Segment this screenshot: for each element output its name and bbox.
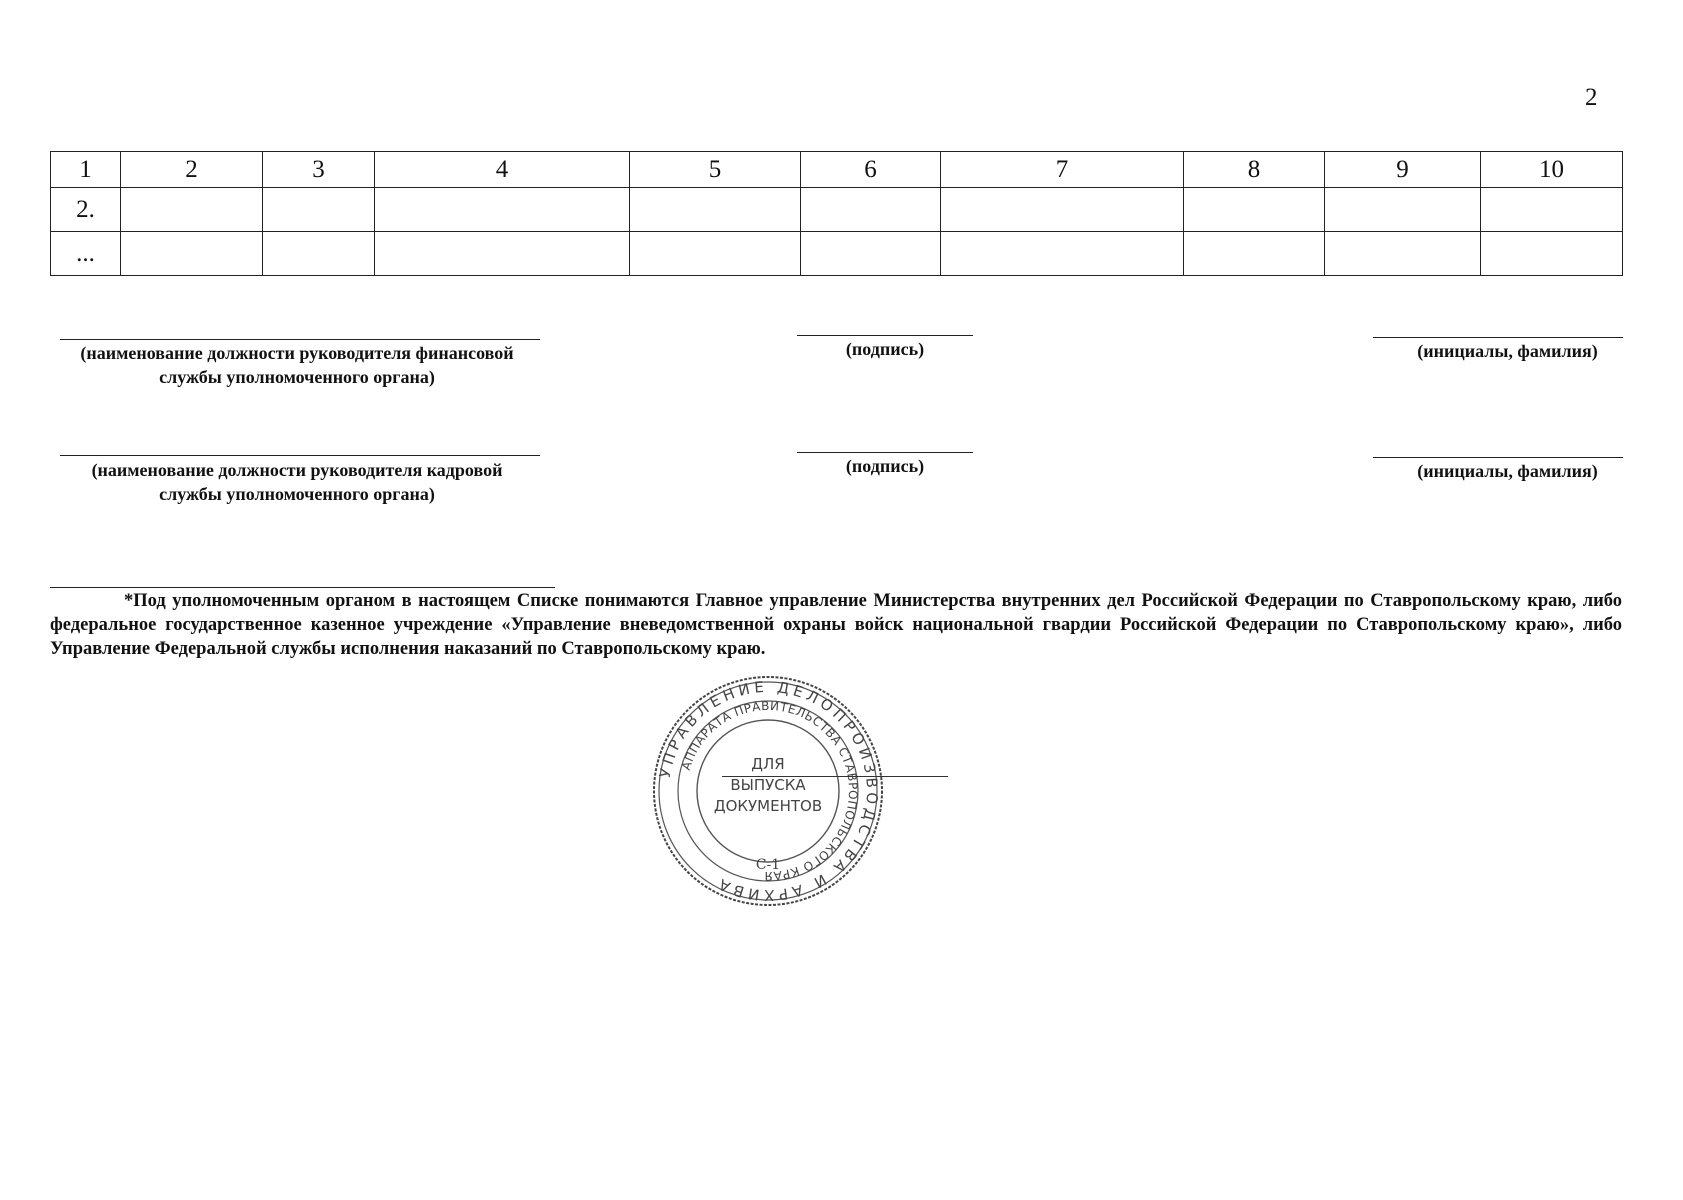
signature-line: [797, 335, 973, 336]
column-number: 1: [51, 152, 121, 188]
table-header-row: [51, 152, 1623, 188]
table-cell: [801, 188, 941, 232]
stamp-center-line: ВЫПУСКА: [730, 776, 806, 794]
stamp-outer-text: УПРАВЛЕНИЕ ДЕЛОПРОИЗВОДСТВА И АРХИВА: [655, 677, 882, 905]
table-cell: [1481, 188, 1623, 232]
table-cell: [263, 232, 375, 276]
signature-line: [797, 452, 973, 453]
stamp-inner-text: АППАРАТА ПРАВИТЕЛЬСТВА СТАВРОПОЛЬСКОГО КРАЯ: [678, 698, 861, 884]
column-number: 7: [941, 152, 1184, 188]
position-signature-line: [60, 339, 540, 340]
column-number: 8: [1184, 152, 1325, 188]
signature-caption: (подпись): [845, 456, 925, 476]
column-number: 10: [1481, 152, 1623, 188]
position-caption-hr: (наименование должности руководителя кадровой службы уполномоченного органа): [91, 460, 503, 504]
position-signature-line: [60, 455, 540, 456]
footnote-text: *Под уполномоченным органом в настоящем Списке понимаются Главное управление Министерства внутренних дел Российской Федерации по Ставропольскому краю, либо федеральное государственное казенное учреждение «Управление вневедомственной охраны войск национальной гвардии Российской Федерации по Ставропольскому краю», либо Управление Федеральной службы исполнения наказаний по Ставропольскому краю.: [50, 591, 1622, 659]
table-cell: [1481, 232, 1623, 276]
table-cell: [121, 188, 263, 232]
stamp-center-line: ДОКУМЕНТОВ: [713, 797, 823, 815]
table-cell: [630, 188, 801, 232]
column-number: 4: [375, 152, 630, 188]
table-row: [51, 232, 1623, 276]
table-cell: [263, 188, 375, 232]
table-cell: [375, 232, 630, 276]
name-caption: (инициалы, фамилия): [1417, 341, 1598, 361]
data-table: [50, 151, 1623, 276]
position-caption-finance: (наименование должности руководителя финансовой службы уполномоченного органа): [80, 343, 514, 387]
table-cell: [375, 188, 630, 232]
table-cell: [121, 232, 263, 276]
table-cell: [1184, 188, 1325, 232]
table-cell: [801, 232, 941, 276]
name-signature-line: [1373, 457, 1623, 458]
footnote-rule: [50, 587, 555, 588]
column-number: 2: [121, 152, 263, 188]
name-caption: (инициалы, фамилия): [1417, 461, 1598, 481]
table-cell: [1325, 188, 1481, 232]
name-signature-line: [1373, 337, 1623, 338]
column-number: 3: [263, 152, 375, 188]
signature-caption: (подпись): [845, 339, 925, 359]
table-cell: [941, 188, 1184, 232]
official-stamp: [650, 673, 886, 909]
table-cell: 2.: [51, 188, 121, 232]
table-cell: [1325, 232, 1481, 276]
stamp-signature-line: [722, 776, 948, 777]
column-number: 6: [801, 152, 941, 188]
column-number: 5: [630, 152, 801, 188]
table-cell: [941, 232, 1184, 276]
table-cell: ...: [51, 232, 121, 276]
page-number: 2: [1585, 84, 1598, 111]
table-cell: [1184, 232, 1325, 276]
stamp-code: С-1: [755, 857, 781, 873]
table-cell: [630, 232, 801, 276]
column-number: 9: [1325, 152, 1481, 188]
table-row: [51, 188, 1623, 232]
stamp-center-line: ДЛЯ: [751, 755, 785, 773]
